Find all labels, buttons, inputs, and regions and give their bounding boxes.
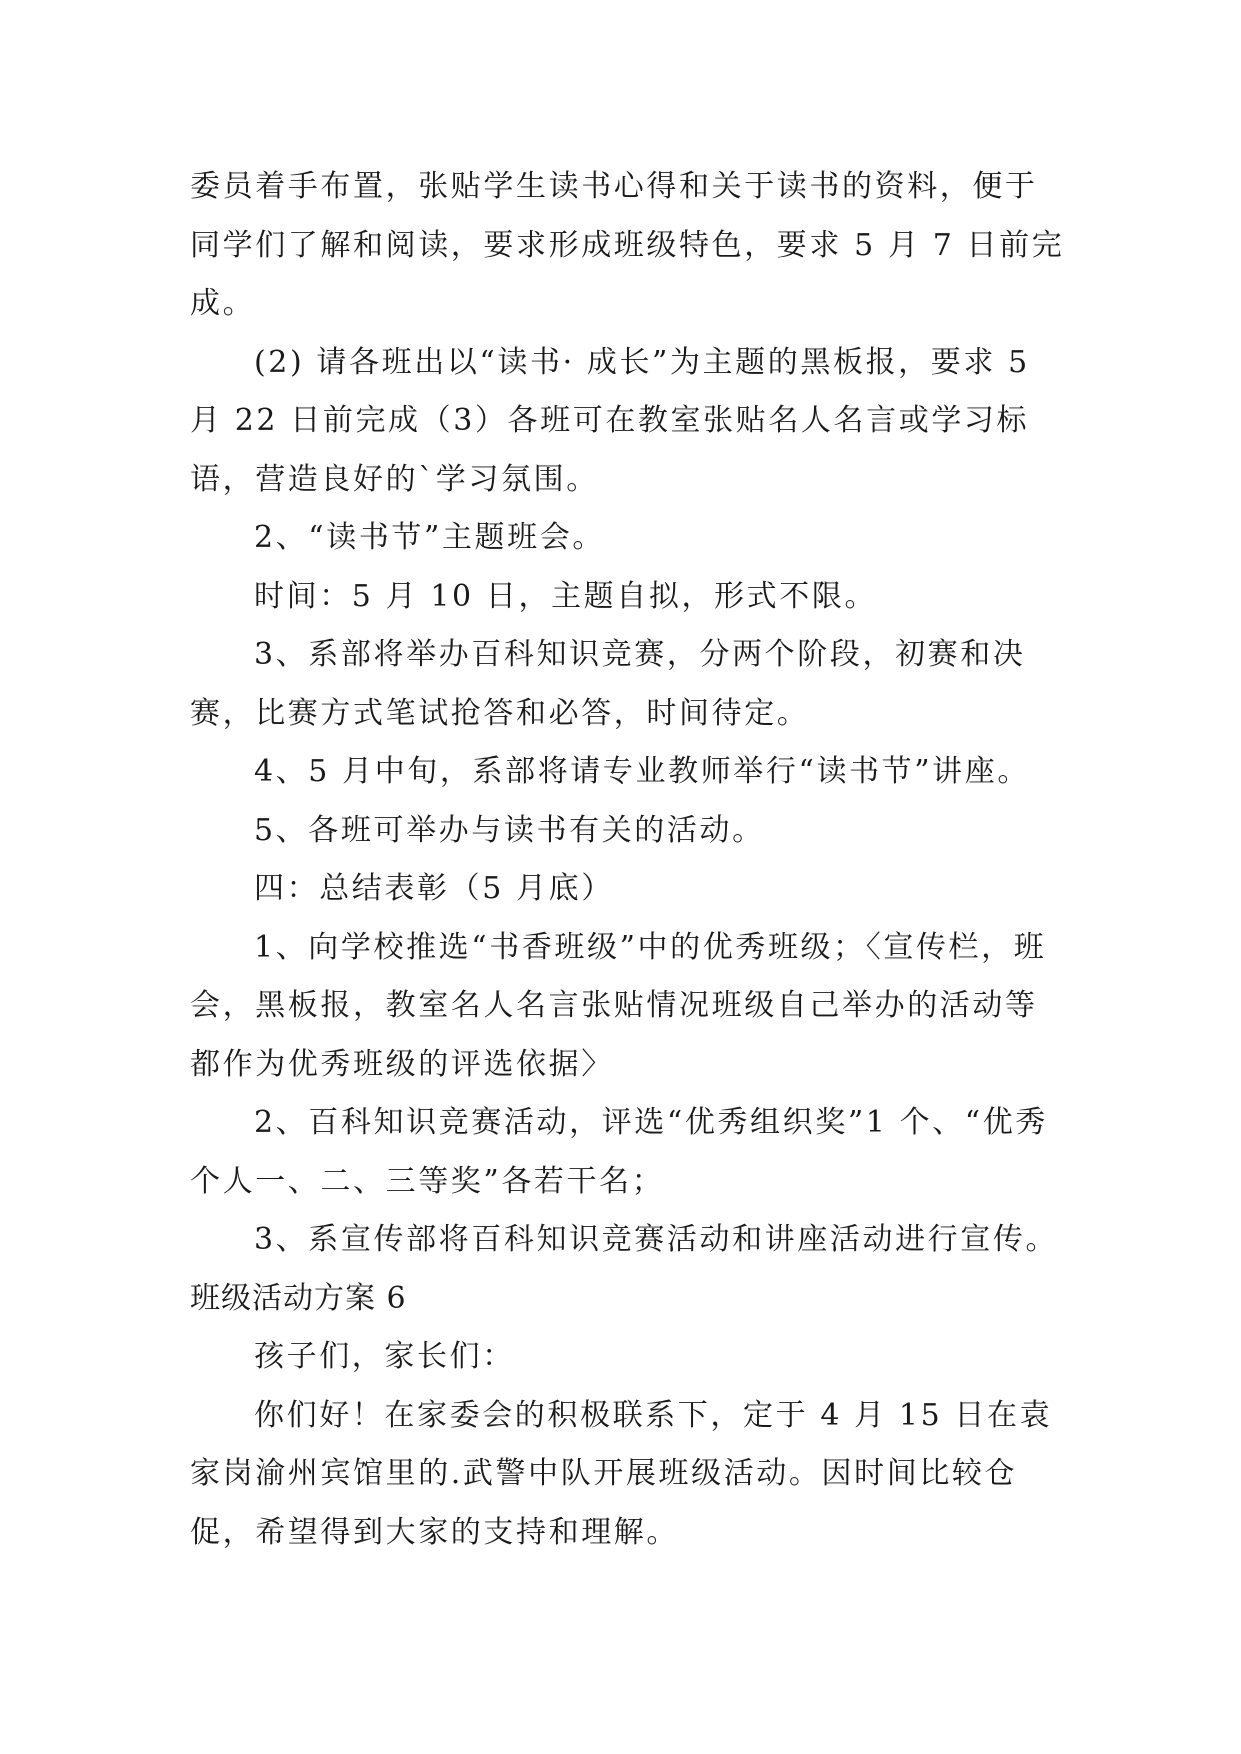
greeting: 孩子们，家长们： [254, 1339, 515, 1374]
paragraph: 委员着手布置，张贴学生读书心得和关于读书的资料，便于同学们了解和阅读，要求形成班级特色，要求 5 月 7 日前完成。 [190, 169, 1065, 321]
document-title: 班级活动方案 6 [190, 1280, 407, 1316]
paragraph: 1、向学校推选“书香班级”中的优秀班级；〈宣传栏，班会，黑板报，教室名人名言张贴情况班级自己举办的活动等都作为优秀班级的评选依据〉 [190, 929, 1047, 1082]
paragraph: 5、各班可举办与读书有关的活动。 [254, 812, 765, 848]
paragraph: (2) 请各班出以“读书· 成长”为主题的黑板报，要求 5 月 22 日前完成（3）各班可在教室张贴名人名言或学习标语，营造良好的`学习氛围。 [190, 344, 1030, 497]
paragraph: 时间：5 月 10 日，主题自拟，形式不限。 [254, 578, 878, 614]
document-body [190, 158, 1070, 1562]
paragraph: 2、百科知识竞赛活动，评选“优秀组织奖”1 个、“优秀个人一、二、三等奖”各若干名； [190, 1105, 1048, 1199]
paragraph: 2、“读书节”主题班会。 [254, 520, 605, 555]
section-heading: 四：总结表彰（5 月底） [254, 871, 614, 906]
paragraph: 3、系宣传部将百科知识竞赛活动和讲座活动进行宣传。 [254, 1222, 1059, 1257]
paragraph: 4、5 月中旬，系部将请专业教师举行“读书节”讲座。 [254, 754, 1030, 789]
paragraph: 3、系部将举办百科知识竞赛，分两个阶段，初赛和决赛，比赛方式笔试抢答和必答，时间待定。 [190, 637, 1026, 731]
paragraph: 你们好！在家委会的积极联系下，定于 4 月 15 日在袁家岗渝州宾馆里的.武警中队开展班级活动。因时间比较仓促，希望得到大家的支持和理解。 [190, 1397, 1053, 1550]
